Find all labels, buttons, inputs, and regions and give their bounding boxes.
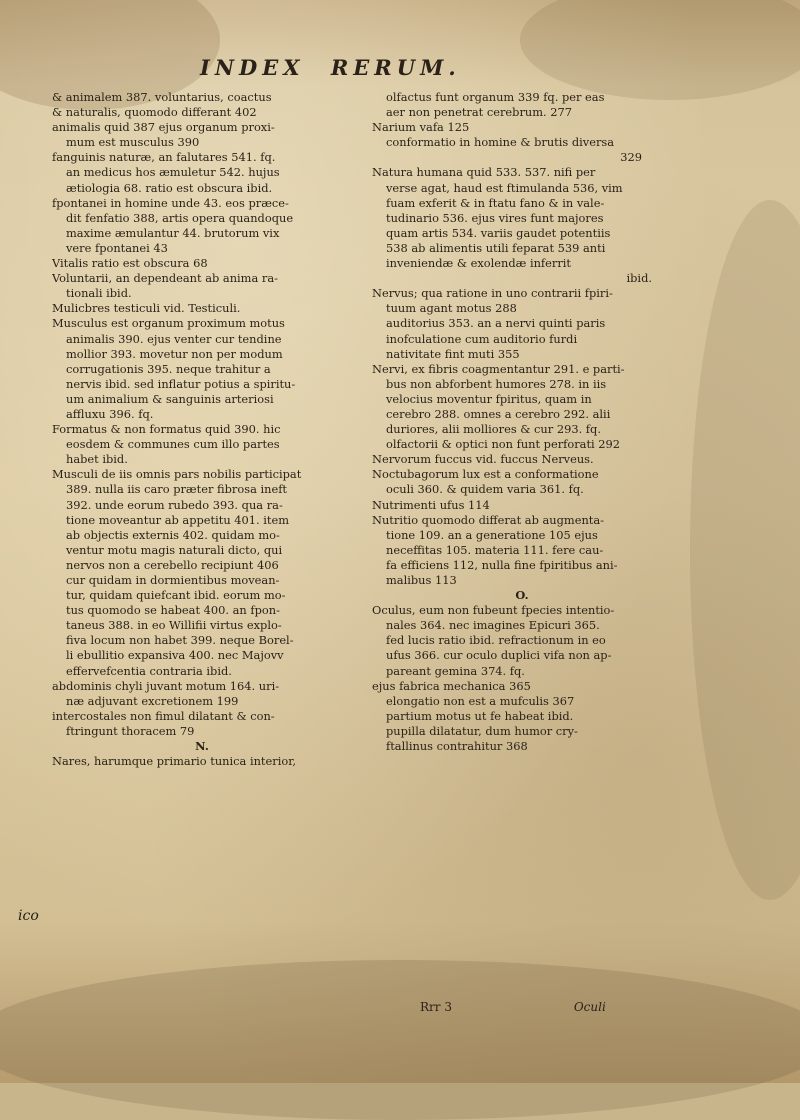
age-stain [0, 960, 800, 1120]
index-line: næ adjuvant excretionem 199 [66, 693, 239, 708]
index-line: ætiologia 68. ratio est obscura ibid. [66, 180, 273, 195]
index-line: animalis 390. ejus venter cur tendine [66, 331, 282, 346]
index-line: Nervorum fuccus vid. fuccus Nerveus. [372, 452, 594, 467]
page-footer [420, 1000, 670, 1014]
index-line: ftringunt thoracem 79 [66, 723, 195, 738]
index-line: fpontanei in homine unde 43. eos præce- [52, 195, 289, 210]
index-line: ab objectis externis 402. quidam mo- [66, 527, 280, 542]
index-line: ejus fabrica mechanica 365 [372, 678, 531, 693]
index-line: velocius moventur fpiritus, quam in [386, 391, 592, 406]
index-line: Formatus & non formatus quid 390. hic [52, 422, 281, 437]
index-line: tione 109. an a generatione 105 ejus [386, 527, 598, 542]
index-line: Natura humana quid 533. 537. nifi per [372, 165, 596, 180]
index-line: conformatio in homine & brutis diversa [386, 135, 615, 150]
index-line: Vitalis ratio est obscura 68 [52, 256, 208, 271]
header-index-word: INDEX [200, 55, 305, 80]
index-line: olfactus funt organum 339 fq. per eas [386, 90, 605, 104]
index-line: fuam exferit & in ftatu fano & in vale- [386, 195, 605, 210]
index-line: tur, quidam quiefcant ibid. eorum mo- [66, 588, 286, 603]
index-line: maxime æmulantur 44. brutorum vix [66, 225, 280, 240]
index-line: ufus 366. cur oculo duplici vifa non ap- [386, 648, 612, 663]
index-line: inveniendæ & exolendæ inferrit [386, 256, 571, 271]
index-line: vere fpontanei 43 [66, 240, 168, 255]
index-line: auditorius 353. an a nervi quinti paris [386, 316, 606, 331]
left-index-column [52, 90, 352, 769]
index-line: 538 ab alimentis utili feparat 539 anti [386, 240, 606, 255]
index-line: effervefcentia contraria ibid. [66, 663, 232, 678]
section-letter: N. [195, 739, 209, 754]
index-line: corrugationis 395. neque trahitur a [66, 361, 271, 376]
index-line: & naturalis, quomodo differant 402 [52, 105, 257, 120]
index-line: 392. unde eorum rubedo 393. qua ra- [66, 497, 283, 512]
index-line: fa efficiens 112, nulla fine fpiritibus ani- [386, 557, 618, 572]
index-line: verse agat, haud est ftimulanda 536, vim [386, 180, 623, 195]
index-line: taneus 388. in eo Willifii virtus explo- [66, 618, 282, 633]
index-line: nativitate fint muti 355 [386, 346, 520, 361]
index-line: an medicus hos æmuletur 542. hujus [66, 165, 280, 180]
index-line: dit fenfatio 388, artis opera quandoque [66, 210, 294, 225]
index-line: fed lucis ratio ibid. refractionum in eo [386, 633, 606, 648]
index-line: pupilla dilatatur, dum humor cry- [386, 723, 578, 738]
index-line: animalis quid 387 ejus organum proxi- [52, 120, 275, 135]
index-line: partium motus ut fe habeat ibid. [386, 708, 574, 723]
catchword: Oculi [573, 1000, 606, 1014]
index-line: tionali ibid. [66, 286, 132, 301]
index-line: Musculus est organum proximum motus [52, 316, 285, 331]
index-line: tione moveantur ab appetitu 401. item [66, 512, 290, 527]
index-line: neceffitas 105. materia 111. fere cau- [386, 542, 604, 557]
index-line: Mulicbres testiculi vid. Testiculi. [52, 301, 241, 316]
index-line: affluxu 396. fq. [66, 406, 154, 421]
index-line: fiva locum non habet 399. neque Borel- [66, 633, 294, 648]
signature-mark: Rrr 3 [420, 1000, 452, 1014]
index-line: Nervus; qua ratione in uno contrarii fpiri- [372, 286, 613, 301]
index-line: aer non penetrat cerebrum. 277 [386, 105, 573, 120]
index-line: abdominis chyli juvant motum 164. uri- [52, 678, 280, 693]
right-index-column [372, 90, 672, 754]
index-line: quam artis 534. variis gaudet potentiis [386, 225, 611, 240]
page-header [200, 55, 560, 80]
index-line: tuum agant motus 288 [386, 301, 517, 316]
index-line: mollior 393. movetur non per modum [66, 346, 283, 361]
index-line: ibid. [626, 271, 652, 286]
index-line: nales 364. nec imagines Epicuri 365. [386, 618, 600, 633]
index-line: tudinario 536. ejus vires funt majores [386, 210, 604, 225]
age-stain [520, 0, 800, 100]
index-line: duriores, alii molliores & cur 293. fq. [386, 422, 601, 437]
index-line: um animalium & sanguinis arteriosi [66, 391, 274, 406]
index-line: mum est musculus 390 [66, 135, 200, 150]
index-line: Narium vafa 125 [372, 120, 470, 135]
index-line: elongatio non est a mufculis 367 [386, 693, 575, 708]
index-line: pareant gemina 374. fq. [386, 663, 525, 678]
index-line: Nares, harumque primario tunica interior, [52, 754, 297, 769]
index-line: intercostales non fimul dilatant & con- [52, 708, 275, 723]
index-line: Musculi de iis omnis pars nobilis participat [52, 467, 302, 482]
marginal-note: ico [18, 908, 39, 924]
index-line: oculi 360. & quidem varia 361. fq. [386, 482, 584, 497]
index-line: eosdem & communes cum illo partes [66, 437, 280, 452]
index-line: fanguinis naturæ, an falutares 541. fq. [52, 150, 276, 165]
index-line: olfactorii & optici non funt perforati 292 [386, 437, 621, 452]
index-line: bus non abforbent humores 278. in iis [386, 376, 607, 391]
index-line: Oculus, eum non fubeunt fpecies intentio- [372, 603, 615, 618]
index-line: tus quomodo se habeat 400. an fpon- [66, 603, 280, 618]
index-line: inofculatione cum auditorio furdi [386, 331, 578, 346]
index-line: cerebro 288. omnes a cerebro 292. alii [386, 406, 611, 421]
index-line: Nervi, ex fibris coagmentantur 291. e parti- [372, 361, 625, 376]
index-line: 389. nulla iis caro præter fibrosa ineft [66, 482, 287, 497]
index-line: Nutritio quomodo differat ab augmenta- [372, 512, 605, 527]
index-line: & animalem 387. voluntarius, coactus [52, 90, 272, 104]
index-line: ftallinus contrahitur 368 [386, 739, 528, 754]
index-line: cur quidam in dormientibus movean- [66, 573, 280, 587]
age-stain [690, 200, 800, 900]
index-line: nervos non a cerebello recipiunt 406 [66, 557, 279, 572]
index-line: habet ibid. [66, 452, 128, 467]
index-line: 329 [620, 150, 642, 165]
index-line: li ebullitio expansiva 400. nec Majovv [66, 648, 284, 663]
header-rerum-word: RERUM. [330, 55, 461, 80]
section-letter: O. [515, 588, 529, 603]
index-line: Voluntarii, an dependeant ab anima ra- [52, 271, 278, 286]
index-line: malibus 113 [386, 573, 457, 587]
index-line: ventur motu magis naturali dicto, qui [66, 542, 283, 557]
index-line: Nutrimenti ufus 114 [372, 497, 490, 512]
index-line: Noctubagorum lux est a conformatione [372, 467, 599, 482]
index-line: nervis ibid. sed inflatur potius a spiritu- [66, 376, 296, 391]
